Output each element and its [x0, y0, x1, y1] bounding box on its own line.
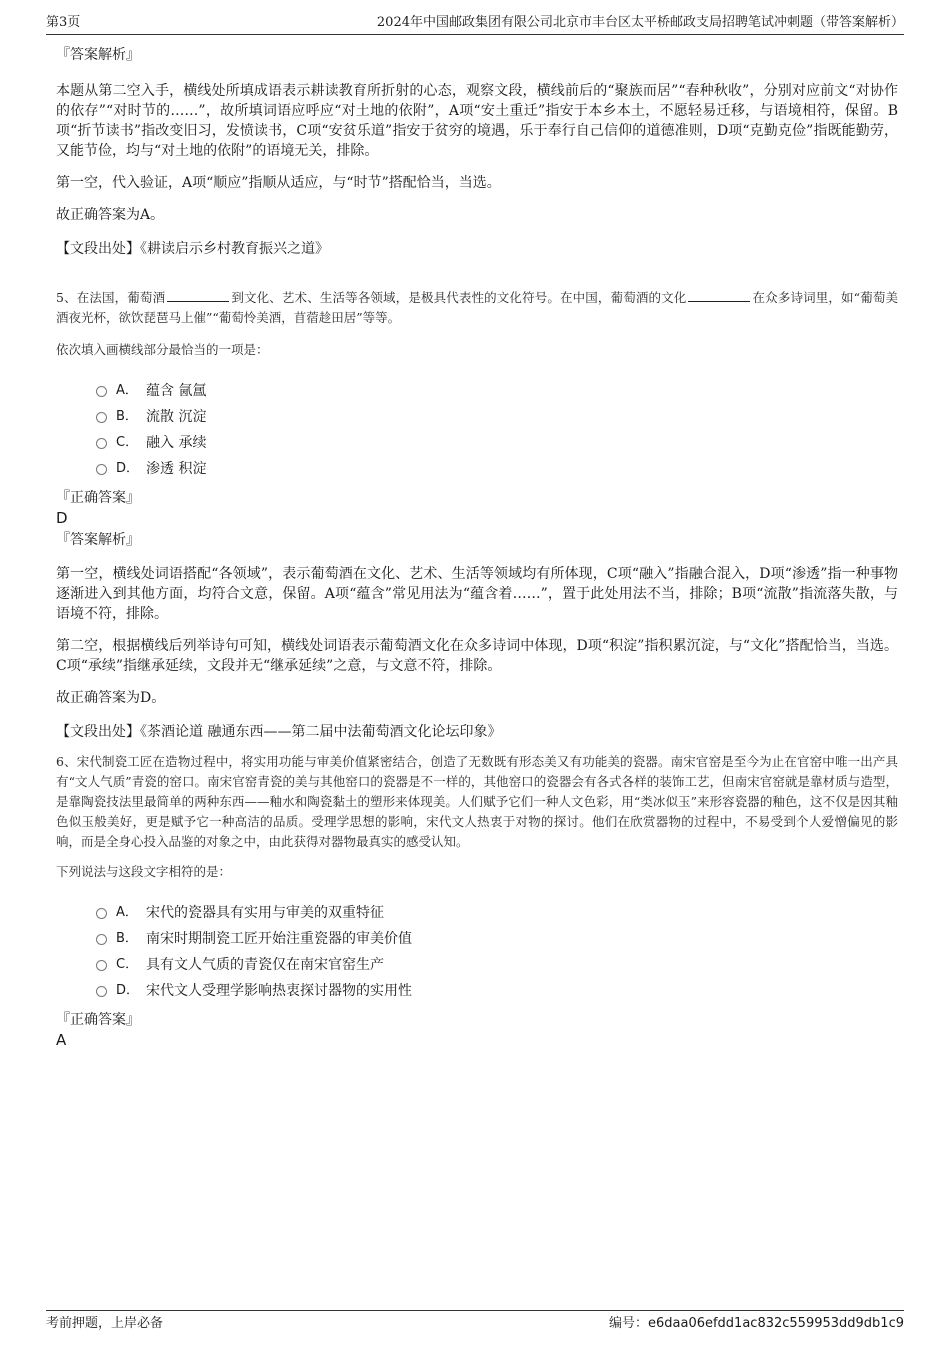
question-5-text: 5、在法国，葡萄酒 到文化、艺术、生活等各领域，是极具代表性的文化符号。在中国，葡萄酒的文化 在众多诗词里，如“葡萄美酒夜光杯，欲饮琵琶马上催”“葡萄怜美酒，苜蓿趁田居”等等。: [56, 287, 898, 328]
option-a[interactable]: A． 宋代的瓷器具有实用与审美的双重特征: [96, 900, 898, 926]
document-code: 编号：e6daa06efdd1ac832c559953dd9db1c9: [608, 1316, 904, 1331]
source-citation: 【文段出处】《茶酒论道 融通东西——第二届中法葡萄酒文化论坛印象》: [56, 724, 502, 740]
page-header: [46, 14, 904, 35]
option-c[interactable]: C． 具有文人气质的青瓷仅在南宋官窑生产: [96, 952, 898, 978]
analysis-label: 『答案解析』: [56, 47, 140, 63]
option-c[interactable]: C． 融入 承续: [96, 430, 898, 456]
fill-blank: [167, 287, 229, 302]
analysis-conclusion: 故正确答案为D。: [56, 690, 166, 706]
analysis-paragraph: 第二空，根据横线后列举诗句可知，横线处词语表示葡萄酒文化在众多诗词中体现，D项“积淀”指积累沉淀，与“文化”搭配恰当，当选。C项“承续”指继承延续，文段并无“继承延续”之意，与文意不符，排除。: [56, 638, 898, 674]
analysis-paragraph: 本题从第二空入手，横线处所填成语表示耕读教育所折射的心态，观察文段，横线前后的“聚族而居”“春种秋收”，分别对应前文“对协作的依存”“对时节的……”，故所填词语应呼应“对土地的依附”，A项“安土重迁”指安于本乡本土，不愿轻易迁移，与语境相符，保留。B项“折节读书”指改变旧习，发愤读书，C项“安贫乐道”指安于贫穷的境遇，乐于奉行自己信仰的道德准则，D项“克勤克俭”指既能勤劳，又能节俭，均与“对土地的依附”的语境无关，排除。: [56, 83, 898, 159]
question-6-prompt: 下列说法与这段文字相符的是：: [56, 864, 232, 879]
document-title: 2024年中国邮政集团有限公司北京市丰台区太平桥邮政支局招聘笔试冲刺题（带答案解析）: [376, 15, 904, 30]
analysis-paragraph: 第一空，横线处词语搭配“各领域”，表示葡萄酒在文化、艺术、生活等领域均有所体现，C项“融入”指融合混入，D项“渗透”指一种事物逐渐进入到其他方面，均符合文意，保留。A项“蕴含”常见用法为“蕴含着……”，置于此处用法不当，排除；B项“流散”指流落失散，与语境不符，排除。: [56, 566, 898, 622]
radio-button-icon[interactable]: [96, 438, 107, 449]
source-citation: 【文段出处】《耕读启示乡村教育振兴之道》: [56, 241, 329, 257]
radio-button-icon[interactable]: [96, 412, 107, 423]
question-5-options: [56, 378, 898, 482]
page-number: 第3页: [46, 15, 81, 30]
correct-answer: A: [56, 1031, 67, 1049]
page-footer: [46, 1310, 904, 1333]
option-a[interactable]: A． 蕴含 氤氲: [96, 378, 898, 404]
analysis-label: 『答案解析』: [56, 532, 140, 548]
radio-button-icon[interactable]: [96, 386, 107, 397]
footer-slogan: 考前押题，上岸必备: [46, 1316, 164, 1331]
radio-button-icon[interactable]: [96, 986, 107, 997]
radio-button-icon[interactable]: [96, 960, 107, 971]
radio-button-icon[interactable]: [96, 934, 107, 945]
option-b[interactable]: B． 流散 沉淀: [96, 404, 898, 430]
page-content: [56, 45, 898, 1058]
radio-button-icon[interactable]: [96, 464, 107, 475]
option-d[interactable]: D． 渗透 积淀: [96, 456, 898, 482]
analysis-paragraph: 第一空，代入验证，A项“顺应”指顺从适应，与“时节”搭配恰当，当选。: [56, 175, 501, 191]
analysis-conclusion: 故正确答案为A。: [56, 207, 165, 223]
question-6-text: 6、宋代制瓷工匠在造物过程中，将实用功能与审美价值紧密结合，创造了无数既有形态美又有功能美的瓷器。南宋官窑是至今为止在官窑中唯一出产具有“文人气质”青瓷的窑口。南宋官窑青瓷的美与其他窑口的瓷器是不一样的，其他窑口的瓷器会有各式各样的装饰工艺，但南宋官窑就是靠材质与造型，是靠陶瓷技法里最简单的两种东西——釉水和陶瓷黏土的塑形来体现美。人们赋予它们一种人文色彩，用“类冰似玉”来形容瓷器的釉色，这不仅是因其釉色似玉般美好，更是赋予它一种高洁的品质。受理学思想的影响，宋代文人热衷于对物的探讨。他们在欣赏器物的过程中，不易受到个人爱憎偏见的影响，而是全身心投入品鉴的对象之中，由此获得对器物最真实的感受认知。: [56, 754, 898, 849]
correct-answer-label: 『正确答案』: [56, 1012, 140, 1028]
radio-button-icon[interactable]: [96, 908, 107, 919]
option-d[interactable]: D． 宋代文人受理学影响热衷探讨器物的实用性: [96, 978, 898, 1004]
correct-answer: D: [56, 509, 68, 527]
fill-blank: [688, 287, 750, 302]
question-5-prompt: 依次填入画横线部分最恰当的一项是：: [56, 342, 269, 357]
option-b[interactable]: B． 南宋时期制瓷工匠开始注重瓷器的审美价值: [96, 926, 898, 952]
correct-answer-label: 『正确答案』: [56, 490, 140, 506]
question-6-options: [56, 900, 898, 1004]
